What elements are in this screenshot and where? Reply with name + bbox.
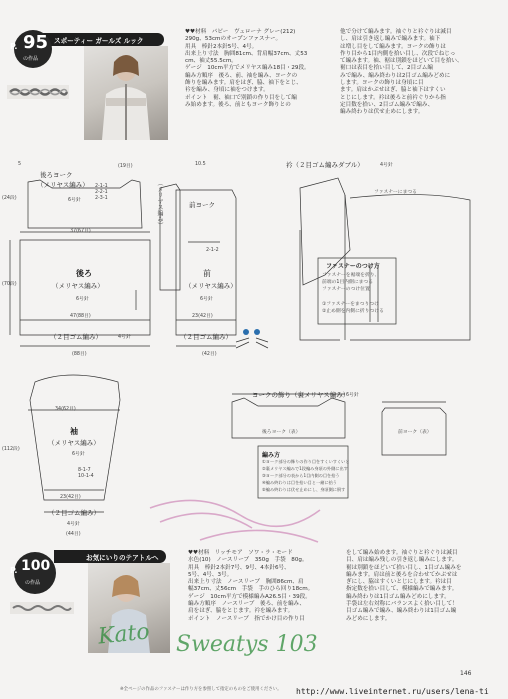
- footer-note: ※全ページの作品のファスナーは作り方を参照して指定のものをご使用ください。: [120, 687, 282, 692]
- pattern100-badge-sub: の作品: [25, 580, 41, 586]
- pattern95-line: 編み方順序 後ろ、前、袖を編み、ヨークの: [185, 72, 298, 79]
- pattern100-line: 出来上り寸法 ノースリーブ 胸囲86cm、肩: [188, 579, 304, 586]
- shaping-4: 2-1-2: [206, 248, 219, 253]
- front-sub-label: （メリヤス編み）: [185, 282, 237, 290]
- back-label: 後ろ: [76, 269, 92, 278]
- front-bottom-dim: (42目): [202, 352, 217, 357]
- pattern95-line: 衿を編み、身頃に袖をつけます。: [185, 87, 269, 94]
- pattern95-text-col2: [340, 29, 502, 117]
- pattern95-line: 編み終わりは伏せ止めにします。: [340, 109, 424, 116]
- back-hem-dim: 47(88目): [70, 314, 91, 319]
- pattern95-title: スポーティー ガールズ ルック: [54, 37, 144, 45]
- sleeve-rows-dim: (112段): [2, 447, 20, 452]
- pattern95-line: 作り目から1目内側を拾い目し、次段でねじっ: [340, 50, 456, 57]
- pattern95-badge: [10, 30, 52, 68]
- how-to-1: ①ヨーク部分の飾りの作り目をすくいすくいと: [262, 459, 350, 464]
- zipper-note-1: ファスナーを裾端を折り、: [322, 273, 380, 278]
- pattern95-line: ポイント 裾、袖口で別鎖の作り目をして編: [185, 94, 297, 101]
- pattern95-text-col1: [185, 29, 337, 109]
- pattern100-badge-prefix: P.: [10, 566, 18, 575]
- pattern95-line: ♥♥材料 パピー ヴェローナ グレー(212): [185, 29, 296, 35]
- how-to-2: ②裏メリヤス編みで1段編み身頃の外側に出す: [262, 466, 348, 471]
- pattern95-line: 290g、53cmのオープンファスナー。: [185, 36, 282, 43]
- sleeve-sub-label: （メリヤス編み）: [48, 439, 100, 447]
- pattern100-line: 5号、4号、3号。: [188, 571, 233, 578]
- pattern95-badge-sub: の作品: [23, 56, 39, 62]
- shaping-6: 10-1-4: [78, 474, 94, 479]
- sleeve-label: 袖: [70, 427, 78, 436]
- yoke-deco-front-label: 前ヨーク（表）: [398, 430, 432, 435]
- pattern100-line: みどめにします。: [346, 615, 391, 622]
- zipper-note-3: ファスナーのつけ位置: [322, 287, 370, 292]
- yoke-back-needle: 6号針: [68, 198, 81, 203]
- front-hem-dim: 23(42目): [192, 314, 213, 319]
- pattern100-line: 手袋は左右対称にバランスよく拾い目して！: [346, 601, 458, 608]
- pattern95-line: 裾口は表目を拾い目して、2目ゴム編: [340, 65, 433, 72]
- model-figure-icon: [84, 46, 168, 140]
- back-yoke-rows-dim: (24段): [2, 196, 17, 201]
- pattern100-line: 水色(10) ノースリーブ 350g 手袋 80g。: [188, 557, 308, 564]
- how-to-5: ⑤編み終わりは伏せ止めにし、身頃側に倒す: [262, 487, 346, 492]
- sleeve-width-dim: 34(62目): [55, 407, 76, 412]
- shaping-5: 8-1-7: [78, 468, 91, 473]
- pattern100-line: 目、肩は編み残しの引き返し編みにします。: [346, 557, 458, 564]
- pattern100-badge: [10, 552, 56, 594]
- pattern95-line: 出来上り寸法 胸囲81cm、背肩幅37cm、丈53: [185, 50, 308, 57]
- pattern95-line: は増し目をして編みます。ヨークの飾りは: [340, 43, 446, 50]
- yoke-deco-back-label: 後ろヨーク（表）: [262, 430, 301, 435]
- back-bottom-dim: (88目): [72, 352, 87, 357]
- pattern100-line: 指定数を拾い目して、模様編みで編みます。: [346, 586, 458, 593]
- sleeve-cuff-dim: 23(42目): [60, 495, 81, 500]
- pattern100-line: 肩をはぎ、脇をとじます。衿を編みます。: [188, 608, 294, 615]
- pattern95-line: し、肩は引き返し編みで編みます。袖下: [340, 36, 441, 43]
- cat-face-icon: [236, 329, 268, 348]
- back-body-rows-dim: (70段): [2, 282, 17, 287]
- pattern100-title: お気にいりのテアトルへ: [86, 554, 159, 562]
- back-rib-label: （２目ゴム編み）: [50, 333, 102, 341]
- pattern95-line: みで編み、編み終わりは2目ゴム編みどめに: [340, 72, 451, 79]
- collar-title: 衿（２目ゴム編みダブル）: [286, 161, 364, 169]
- back-sub-label: （メリヤス編み）: [52, 282, 104, 290]
- front-yoke-label: 前ヨーク: [189, 201, 215, 209]
- pattern95-line: 飾りを編みます。肩をはぎ、脇、袖下をとじ、: [185, 80, 302, 87]
- pattern100-braid-swatch: [10, 602, 74, 614]
- pattern95-badge-prefix: P.: [10, 42, 18, 51]
- pattern100-line: 編みます。肩は前と後ろを合わせてかぶせは: [346, 571, 458, 578]
- pattern95-line: cm、袖丈55.5cm。: [185, 58, 237, 65]
- front-rib-label: （２目ゴム編み）: [180, 333, 232, 341]
- pink-decoration: [150, 500, 320, 542]
- front-top-dim: 10.5: [195, 162, 206, 167]
- back-width-dim: 37(67目): [70, 229, 91, 234]
- pattern95-line: ゲージ 10cm平方でメリヤス編み18目・29段。: [185, 65, 310, 72]
- pattern100-line: ゲージ 10cm平方で模様編みA26.5目・39段。: [188, 593, 311, 600]
- pattern100-line: 編み終わりは1目ゴム編みどめにします。: [346, 593, 450, 600]
- back-needle: 6号針: [76, 297, 89, 302]
- pattern95-line: ます。肩はかぶせはぎ、脇と袖下はすくい: [340, 87, 446, 94]
- pattern100-line: 編み方順序 ノースリーブ 後ろ、前を編み、: [188, 601, 306, 608]
- yoke-back-sub-label: （メリヤス編み）: [37, 181, 89, 189]
- page-number: 146: [460, 670, 472, 677]
- pattern100-line: 幅37cm、丈56cm 手袋 手のひら回り18cm。: [188, 586, 314, 593]
- zipper-note-5: ②止め側を内側に折りつける: [322, 309, 384, 314]
- pattern95-line: 用具 棒針2本針5号、4号。: [185, 43, 258, 50]
- pattern100-line: をして編み始めます。袖ぐりと衿ぐりは減目: [346, 550, 458, 556]
- pattern100-text-col1: [188, 550, 338, 623]
- pattern100-line: ポイント ノースリーブ 指でかけ目の作り目: [188, 615, 305, 622]
- pattern100-line: 目ゴム編みで編み、編み終わりは1目ゴム編: [346, 608, 457, 615]
- front-vertical-label: （メリヤス編み）: [156, 180, 163, 228]
- watermark-right: Sweatys 103: [176, 632, 318, 657]
- pattern95-braid-swatch: [7, 85, 69, 99]
- zipper-note-2: 前端の1目内側にまつる: [322, 280, 374, 285]
- collar-needle: 4号針: [380, 163, 393, 168]
- pattern100-text-col2: [346, 550, 504, 623]
- pattern100-line: 裾は別鎖をほどいて拾い目し、1目ゴム編みを: [346, 564, 462, 571]
- zipper-note-4: ①ファスナーをまつりつけ: [322, 302, 379, 307]
- yoke-back-label: 後ろヨーク: [40, 171, 73, 179]
- pattern100-line: 用具 棒針2本針7号、9号、4本針6号、: [188, 564, 290, 571]
- pattern100-badge-number: 100: [21, 558, 51, 574]
- sleeve-bottom-dim: (44目): [66, 532, 81, 537]
- pattern95-photo: [84, 46, 168, 140]
- source-url: http://www.liveinternet.ru/users/lena-ti: [296, 687, 489, 696]
- pattern95-line: 定目数を拾い、2目ゴム編みで編み、: [340, 101, 434, 108]
- front-needle: 6号針: [200, 297, 213, 302]
- back-top-dim: 5: [18, 162, 22, 167]
- knitting-diagrams: [0, 150, 508, 545]
- sleeve-needle: 6号針: [72, 452, 85, 457]
- shaping-3: 2-3-1: [95, 196, 108, 201]
- shaping-2: 2-2-1: [95, 190, 108, 195]
- how-to-3: ③ヨーク部分の表から1目内側の目を拾う: [262, 473, 340, 478]
- back-top-dim2: (19目): [118, 164, 133, 169]
- how-to-4: ④編み終わりは目を拾い目と一緒に拾う: [262, 480, 337, 485]
- front-label: 前: [203, 269, 211, 278]
- pattern100-line: ♥♥材料 リッチモア ソワ・ラ・モード: [188, 550, 293, 556]
- pattern95-line: とじにします。衿は後ろと前衿ぐりから指: [340, 94, 446, 101]
- pattern95-line: て編みます。袖、裾は別鎖をほどいて目を拾い、: [340, 58, 463, 65]
- zipper-attach-label: ファスナーにまつる: [374, 190, 417, 195]
- zipper-how-label: ファスナーのつけ方: [326, 263, 380, 270]
- sleeve-rib-needle: 4号針: [67, 522, 80, 527]
- how-to-title: 編み方: [262, 452, 281, 459]
- back-rib-needle: 4号針: [118, 335, 131, 340]
- pattern95-line: します。ヨークの飾りは身頃に目: [340, 80, 424, 87]
- watermark-left: Kato: [96, 619, 151, 650]
- pattern100-line: ぎにし、脇はすくいとじにします。衿は目: [346, 579, 452, 586]
- pattern95-line: み始めます。後ろ、前ともヨーク飾りとの: [185, 101, 291, 108]
- yoke-deco-title: ヨークの飾り（裏メリヤス編み）: [252, 391, 350, 399]
- yoke-deco-needle: 6号針: [346, 393, 359, 398]
- sleeve-rib-label: （２目ゴム編み）: [48, 509, 100, 517]
- pattern95-badge-number: 95: [23, 32, 49, 53]
- shaping-1: 2-1-1: [95, 184, 108, 189]
- pattern95-line: 他で分けて編みます。袖ぐりと衿ぐりは減目: [340, 29, 452, 35]
